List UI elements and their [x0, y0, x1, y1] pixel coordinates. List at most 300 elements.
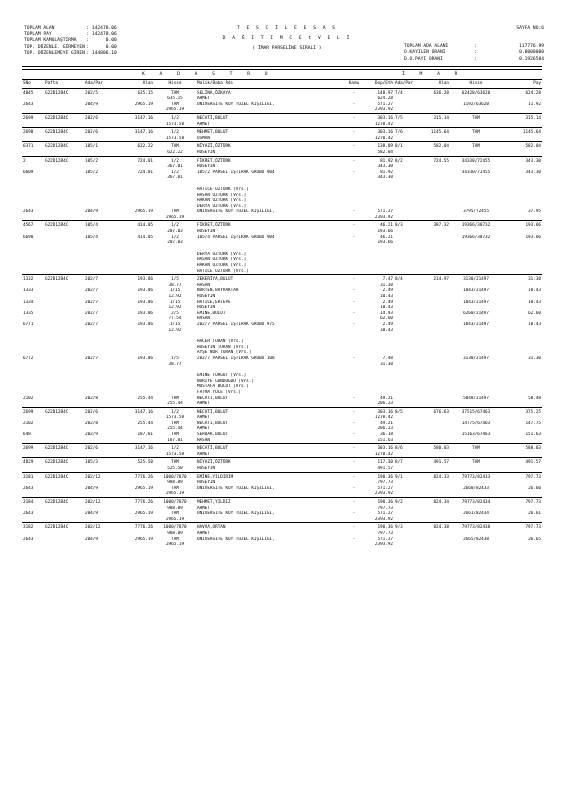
ada-parsel-cell: 202/6: [84, 128, 118, 136]
hisse-cell: 1573.58: [165, 121, 185, 127]
imar-hisse-cell: 2665/82438: [463, 536, 489, 542]
dop-cell: 2393.92: [374, 542, 393, 548]
alan-cell: 2965.19: [134, 101, 153, 107]
malik-cell: HAVVA,ORTAN: [196, 523, 346, 531]
hisse-cell: 1/2: [154, 128, 196, 136]
imar-ada-parsel-cell: 8/3: [394, 221, 420, 229]
imar-hisse-cell: 3130/21497: [450, 275, 502, 283]
malik-cell: NECATİ,BULUT: [196, 444, 346, 452]
alan-cell: 724.01: [137, 169, 153, 175]
pay-cell: 315.14: [502, 113, 542, 121]
sno-cell: 6371: [22, 142, 44, 150]
alan-cell: 193.86: [118, 275, 154, 283]
pay-cell: 1145.64: [502, 128, 542, 136]
imar-ada-parsel-cell: 8/5: [394, 407, 420, 415]
pay-cell: 26.65: [528, 536, 541, 542]
imar-hisse-cell: 5848/21497: [463, 395, 489, 401]
imar-ada-parsel-cell: 8/2: [394, 156, 420, 164]
malik-cell: HAKAN ÖZTÜRK [Vrs.]: [197, 263, 247, 269]
alan-cell: 724.01: [118, 156, 154, 164]
kamu-cell: -: [346, 128, 362, 136]
total-label: TOP. DÜZENLE. GİRMEYEN: [24, 44, 85, 50]
malik-cell: MEHMET,YILDIZ: [196, 498, 346, 506]
malik-cell: NECATİ,BULUT: [196, 407, 346, 415]
column-header: Pay: [502, 80, 542, 89]
sno-cell: 3181: [22, 472, 44, 480]
malik-cell: HATİCE,ERTEPE: [197, 299, 231, 305]
column-header: Ada/Par: [394, 80, 420, 89]
dop-cell: 797.73: [377, 530, 393, 536]
dop-cell: 797.73: [377, 505, 393, 511]
malik-cell: NİYAZİ,ÖZTÜRK: [196, 142, 346, 150]
pay-cell: 26.61: [528, 511, 541, 517]
total-label: TOPLAM KAMULAŞTIRMA: [24, 38, 77, 44]
malik-cell: HATİCE ÖZTÜRK [Vrs.]: [197, 268, 249, 274]
kamu-cell: -: [352, 310, 356, 316]
table-row: [22, 407, 542, 415]
ada-parsel-cell: 202/7: [85, 355, 98, 361]
hisse-cell: 207.03: [167, 240, 183, 246]
hisse-cell: 2965.19: [165, 214, 185, 220]
hisse-cell: 1/2: [154, 113, 196, 121]
table-row: [22, 88, 542, 96]
dop-cell: 49.21: [380, 420, 393, 426]
colon-separator: :: [474, 56, 477, 62]
hisse-cell: 1/5: [171, 355, 179, 361]
hisse-cell: 988.09: [167, 530, 183, 536]
hisse-cell: 1000/7870: [154, 498, 196, 506]
hisse-cell: 1573.58: [165, 135, 185, 141]
imar-ada-parsel-cell: 8/4: [394, 275, 420, 283]
imar-hisse-cell: 2660/82433: [463, 485, 489, 491]
hisse-cell: 988.09: [167, 505, 183, 511]
column-header: Alan: [420, 80, 450, 89]
hisse-cell: 1/15: [169, 288, 181, 294]
pay-cell: 582.04: [502, 142, 542, 150]
kamu-cell: -: [346, 523, 362, 531]
malik-cell: NECATİ,BULUT: [196, 113, 346, 121]
alan-cell: [118, 542, 154, 548]
alan-cell: 2965.19: [134, 485, 153, 491]
hisse-cell: 1/15: [169, 299, 181, 305]
report-title: T E S C İ L E E S A S: [236, 26, 338, 31]
malik-cell: FATMA YÜCE [Vrs.]: [197, 389, 241, 395]
ratio-row: [404, 57, 544, 63]
total-value: 142478.06: [91, 32, 117, 38]
malik-cell: AHMET: [197, 505, 210, 511]
hisse-cell: TAM: [171, 420, 179, 426]
imar-ada-parsel-cell: 9/3: [394, 523, 420, 531]
ada-parsel-cell: 202/8: [85, 395, 98, 401]
section-kadastro: K A D A S T R O: [142, 72, 274, 77]
hisse-cell: TAM: [171, 485, 179, 491]
dop-cell: 148.97: [362, 88, 394, 96]
ada-parsel-cell: 204/9: [85, 511, 98, 517]
sno-cell: 2643: [23, 209, 34, 215]
imar-hisse-cell: 79773/82438: [450, 523, 502, 531]
ada-parsel-cell: 105/2: [85, 169, 98, 175]
alan-cell: 193.86: [137, 299, 153, 305]
alan-cell: 193.86: [137, 288, 153, 294]
alan-cell: 7776.26: [118, 498, 154, 506]
pafta-cell: G22D12B4C: [44, 156, 84, 164]
total-value: 142478.06: [91, 26, 117, 31]
imar-alan-cell: 676.63: [420, 407, 450, 415]
hisse-cell: 525.50: [167, 466, 183, 472]
imar-hisse-cell: 79773/82434: [450, 498, 502, 506]
pay-cell: 10.43: [528, 299, 541, 305]
alan-cell: 3147.16: [118, 444, 154, 452]
malik-cell: DERYA ÖZTÜRK [Vrs.]: [197, 251, 247, 257]
imar-hisse-cell: TAM: [450, 128, 502, 136]
imar-ada-parsel-cell: 9/2: [394, 498, 420, 506]
section-bar: [22, 70, 542, 79]
ada-parsel-cell: 202/9: [85, 432, 98, 438]
malik-cell: HACER TURAN [Vrs.]: [197, 339, 244, 345]
ratio-label: D.O.PAYI ORANI: [404, 56, 443, 62]
dop-cell: 190.36: [362, 472, 394, 480]
total-row: [24, 51, 117, 57]
pay-cell: 580.03: [502, 444, 542, 452]
hisse-cell: 635.15: [167, 96, 183, 102]
imar-hisse-cell: 37515/67463: [450, 407, 502, 415]
pafta-cell: G22D12B4C: [44, 113, 84, 121]
sno-cell: 2643: [23, 101, 34, 107]
hisse-cell: 1/2: [171, 169, 179, 175]
imar-hisse-cell: 15163/67463: [461, 432, 491, 438]
hisse-cell: TAM: [154, 458, 196, 466]
pay-cell: 193.66: [525, 234, 541, 240]
imar-alan-cell: 724.55: [420, 156, 450, 164]
pay-cell: 797.73: [502, 498, 542, 506]
alan-cell: 2965.19: [134, 209, 153, 215]
sno-cell: 1334: [23, 299, 34, 305]
malik-cell: MEHMET,BULUT: [196, 128, 346, 136]
dop-cell: 571.27: [377, 209, 393, 215]
malik-cell: FİKRET,ÖZTÜRK: [196, 156, 346, 164]
ratio-value: 117776.99: [519, 44, 544, 50]
hisse-cell: TAM: [171, 511, 179, 517]
malik-cell: EMİNE,BULUT: [197, 310, 226, 316]
pafta-cell: G22D12B4C: [44, 472, 84, 480]
imar-alan-cell: 1145.64: [420, 128, 450, 136]
dop-cell: 797.73: [377, 480, 393, 486]
hisse-cell: 38.77: [168, 282, 182, 288]
imar-hisse-cell: TAM: [450, 113, 502, 121]
imar-alan-cell: 582.04: [420, 142, 450, 150]
table-row: [22, 458, 542, 466]
kamu-cell: -: [346, 444, 362, 452]
hisse-cell: 12.92: [168, 327, 182, 333]
dop-cell: 303.16: [362, 113, 394, 121]
malik-cell: OSMAN: [197, 135, 210, 141]
hisse-cell: 1573.58: [165, 451, 185, 457]
malik-cell: 105/2 PARSEL İŞTİRAK GRUBU 904: [197, 169, 275, 175]
imar-hisse-cell: 2661/82434: [463, 511, 489, 517]
report-subtitle-2: ( İMAR PARSELİNE SIRALI ): [252, 46, 322, 52]
ada-parsel-cell: 202/12: [84, 472, 118, 480]
title-block: [192, 26, 382, 53]
imar-alan-cell: 824.38: [420, 523, 450, 531]
report-subtitle: D A Ğ I T I M C E t V E L İ: [222, 36, 352, 42]
kamu-cell: -: [346, 156, 362, 164]
hisse-cell: 77.54: [168, 316, 182, 322]
table-row: [22, 221, 542, 229]
column-header: Hisse: [154, 80, 196, 89]
alan-cell: 187.81: [137, 432, 153, 438]
dop-cell: 81.92: [362, 156, 394, 164]
imar-alan-cell: 824.33: [420, 472, 450, 480]
kamu-cell: -: [346, 458, 362, 466]
dop-cell: 491.57: [377, 466, 393, 472]
dop-cell: 117.30: [362, 458, 394, 466]
imar-alan-cell: [420, 542, 450, 548]
imar-ada-parsel-cell: [394, 542, 420, 548]
dop-cell: 7.47: [362, 275, 394, 283]
dop-cell: 2.49: [382, 299, 393, 305]
ada-parsel-cell: 202/6: [84, 407, 118, 415]
imar-alan-cell: 491.57: [420, 458, 450, 466]
dop-cell: 193.66: [377, 229, 393, 235]
imar-alan-cell: 580.03: [420, 444, 450, 452]
imar-hisse-cell: 19366/38732: [461, 234, 491, 240]
section-imar: İ M A R: [402, 72, 464, 77]
kamu-cell: -: [352, 169, 356, 175]
kamu-cell: -: [352, 355, 356, 361]
dop-cell: 343.30: [377, 175, 393, 181]
malik-cell: HASAN: [197, 316, 210, 322]
kamu-cell: -: [352, 321, 356, 327]
malik-cell: 202/7 PARSEL İŞTİRAK GRUBU 975: [197, 321, 275, 327]
kamu-cell: -: [352, 420, 356, 426]
imar-ada-parsel-cell: 7/5: [394, 113, 420, 121]
ada-parsel-cell: 202/7: [85, 310, 98, 316]
alan-cell: 525.50: [118, 458, 154, 466]
sno-cell: 1332: [22, 275, 44, 283]
sno-cell: 2643: [23, 511, 34, 517]
dop-cell: 193.66: [377, 240, 393, 246]
ada-parsel-cell: 202/7: [85, 288, 98, 294]
sno-cell: 3184: [22, 498, 44, 506]
dop-cell: 10.43: [380, 327, 393, 333]
ada-parsel-cell: 202/7: [85, 321, 98, 327]
dop-cell: 138.89: [362, 142, 394, 150]
sno-cell: 6609: [23, 169, 34, 175]
kamu-cell: -: [352, 234, 356, 240]
pafta-cell: G22D12B4C: [44, 221, 84, 229]
hisse-cell: 622.22: [167, 149, 183, 155]
ada-parsel-cell: 204/9: [85, 536, 98, 542]
ada-parsel-cell: 202/8: [85, 420, 98, 426]
total-value: 0.00: [105, 38, 117, 44]
alan-cell: 635.15: [118, 88, 154, 96]
pay-cell: [502, 542, 542, 548]
colon-separator: :: [86, 50, 89, 56]
imar-hisse-cell: 62428/63620: [450, 88, 502, 96]
pay-cell: 10.43: [528, 288, 541, 294]
pay-cell: 343.30: [502, 156, 542, 164]
ada-parsel-cell: 202/6: [84, 113, 118, 121]
malik-cell: 202/7 PARSEL İŞTİRAK GRUBU 108: [197, 355, 275, 361]
kamu-cell: -: [352, 432, 356, 438]
imar-hisse-cell: 34330/72455: [461, 169, 491, 175]
sno-cell: 2698: [22, 128, 44, 136]
hisse-cell: TAM: [171, 209, 179, 215]
sno-cell: 6772: [23, 355, 34, 361]
dop-cell: 1270.42: [374, 451, 393, 457]
total-label: TOP. DÜZENLEMEYE GİREN: [24, 50, 85, 56]
dop-cell: 14.93: [380, 310, 393, 316]
imar-ada-parsel-cell: 8/7: [394, 458, 420, 466]
malik-cell: ÜNİVERSİTE KÖY TÜZEL KİŞİLİĞİ,: [197, 485, 275, 491]
dop-cell: 1270.42: [374, 121, 393, 127]
malik-cell: ÜNİVERSİTE KÖY TÜZEL KİŞİLİĞİ,: [197, 536, 275, 542]
alan-cell: 255.44: [137, 420, 153, 426]
dop-cell: 2393.92: [374, 516, 393, 522]
kamu-cell: -: [352, 395, 356, 401]
ada-parsel-cell: 105/4: [84, 221, 118, 229]
hisse-cell: 1/2: [154, 156, 196, 164]
hisse-cell: 38.77: [168, 361, 182, 367]
dop-cell: 303.16: [362, 128, 394, 136]
sno-cell: 2643: [23, 536, 34, 542]
column-header: Dop/Eth: [362, 80, 394, 89]
dop-cell: 206.23: [377, 401, 393, 407]
malik-cell: HÜSEYİN TURAN [Vrs.]: [197, 344, 249, 350]
sno-cell: 1333: [23, 288, 34, 294]
pay-cell: 37.95: [528, 209, 541, 215]
dop-cell: 151.63: [377, 437, 393, 443]
alan-cell: 193.86: [137, 321, 153, 327]
hisse-cell: TAM: [171, 101, 179, 107]
sno-cell: 6771: [23, 321, 34, 327]
pay-cell: 624.28: [502, 88, 542, 96]
pay-cell: 193.66: [502, 221, 542, 229]
imar-hisse-cell: 6260/21497: [463, 310, 489, 316]
pafta-cell: G22D12B4C: [44, 128, 84, 136]
imar-hisse-cell: 3130/21497: [463, 355, 489, 361]
pafta-cell: G22D12B4C: [44, 142, 84, 150]
malik-cell: HÜSEYİN: [197, 480, 216, 486]
dop-cell: 1270.42: [374, 135, 393, 141]
page-number: SAYFA NO:6: [516, 26, 544, 31]
alan-cell: 2965.19: [134, 511, 153, 517]
imar-alan-cell: 214.97: [420, 275, 450, 283]
pay-cell: 62.60: [528, 310, 541, 316]
dop-cell: 62.60: [380, 316, 393, 322]
malik-cell: NECATİ,BULUT: [197, 395, 229, 401]
colon-separator: :: [86, 26, 89, 31]
ada-parsel-cell: 202/7: [85, 299, 98, 305]
table-row: [22, 498, 542, 506]
pay-cell: 26.60: [528, 485, 541, 491]
dop-cell: 303.16: [362, 444, 394, 452]
hisse-cell: 1000/7870: [154, 523, 196, 531]
table-row: [22, 275, 542, 283]
pay-cell: 31.30: [528, 355, 541, 361]
hisse-cell: 255.44: [167, 401, 183, 407]
hisse-cell: 1/2: [154, 221, 196, 229]
kamu-cell: -: [352, 288, 356, 294]
dop-cell: 7.48: [382, 355, 393, 361]
sno-cell: 2699: [22, 407, 44, 415]
alan-cell: 2965.19: [134, 536, 153, 542]
alan-cell: 414.05: [137, 234, 153, 240]
total-label: TOPLAM PAY: [24, 32, 52, 38]
alan-cell: 622.22: [118, 142, 154, 150]
imar-ada-parsel-cell: 8/1: [394, 142, 420, 150]
malik-cell: EMİNE TURGUT [Vrs.]: [197, 373, 247, 379]
pay-cell: 797.73: [502, 523, 542, 531]
malik-cell: HASAN ÖZTÜRK [Vrs.]: [197, 192, 247, 198]
imar-ada-parsel-cell: 9/1: [394, 472, 420, 480]
column-header: Alan: [118, 80, 154, 89]
hisse-cell: 2965.19: [165, 542, 185, 548]
imar-hisse-cell: 19366/38732: [450, 221, 502, 229]
total-value: 144806.10: [91, 50, 117, 56]
sno-cell: 2102: [23, 420, 34, 426]
hisse-cell: 1573.58: [165, 415, 185, 421]
sno-cell: [22, 542, 44, 548]
sno-cell: 4829: [22, 458, 44, 466]
kamu-cell: -: [352, 209, 356, 215]
alan-cell: 7776.26: [118, 472, 154, 480]
kamu-cell: -: [346, 113, 362, 121]
malik-cell: AHMET: [197, 121, 210, 127]
hisse-cell: TAM: [171, 536, 179, 542]
malik-cell: AHMET: [197, 426, 210, 432]
ratio-label: TOPLAM ADA ALANI: [404, 44, 449, 50]
malik-cell: SERDAR,BULUT: [197, 432, 229, 438]
ada-parsel-cell: [84, 542, 118, 548]
hisse-cell: 988.09: [167, 480, 183, 486]
table-row: [22, 523, 542, 531]
dop-cell: 10.43: [380, 294, 393, 299]
table-row: [22, 472, 542, 480]
pay-cell: 10.43: [528, 321, 541, 327]
distribution-table: [22, 79, 542, 548]
column-header: Hisse: [450, 80, 502, 89]
malik-cell: AHMET: [197, 415, 210, 421]
sno-cell: 3182: [22, 523, 44, 531]
hisse-cell: 12.92: [168, 294, 182, 299]
pay-cell: 31.30: [502, 275, 542, 283]
ada-parsel-cell: 105/2: [84, 156, 118, 164]
hisse-cell: TAM: [171, 395, 179, 401]
alan-cell: 3147.16: [118, 128, 154, 136]
malik-cell: HASAN: [197, 282, 210, 288]
kamu-cell: -: [346, 221, 362, 229]
pay-cell: 147.75: [525, 420, 541, 426]
alan-cell: 3147.16: [118, 113, 154, 121]
dop-cell: 571.27: [377, 485, 393, 491]
alan-cell: 255.44: [137, 395, 153, 401]
hisse-cell: TAM: [154, 142, 196, 150]
dop-cell: 36.18: [380, 432, 393, 438]
hisse-cell: TAM: [154, 88, 196, 96]
dop-cell: 46.21: [362, 221, 394, 229]
dop-cell: 190.36: [362, 523, 394, 531]
ada-parsel-cell: 105/4: [85, 234, 98, 240]
hisse-cell: 2965.19: [165, 516, 185, 522]
imar-hisse-cell: 1043/21497: [463, 288, 489, 294]
sno-cell: 2699: [22, 444, 44, 452]
alan-cell: 7776.26: [118, 523, 154, 531]
sno-cell: 4845: [22, 88, 44, 96]
dop-cell: 571.27: [377, 101, 393, 107]
alan-cell: 193.86: [137, 310, 153, 316]
malik-cell: NİYAZİ,ÖZTÜRK: [196, 458, 346, 466]
